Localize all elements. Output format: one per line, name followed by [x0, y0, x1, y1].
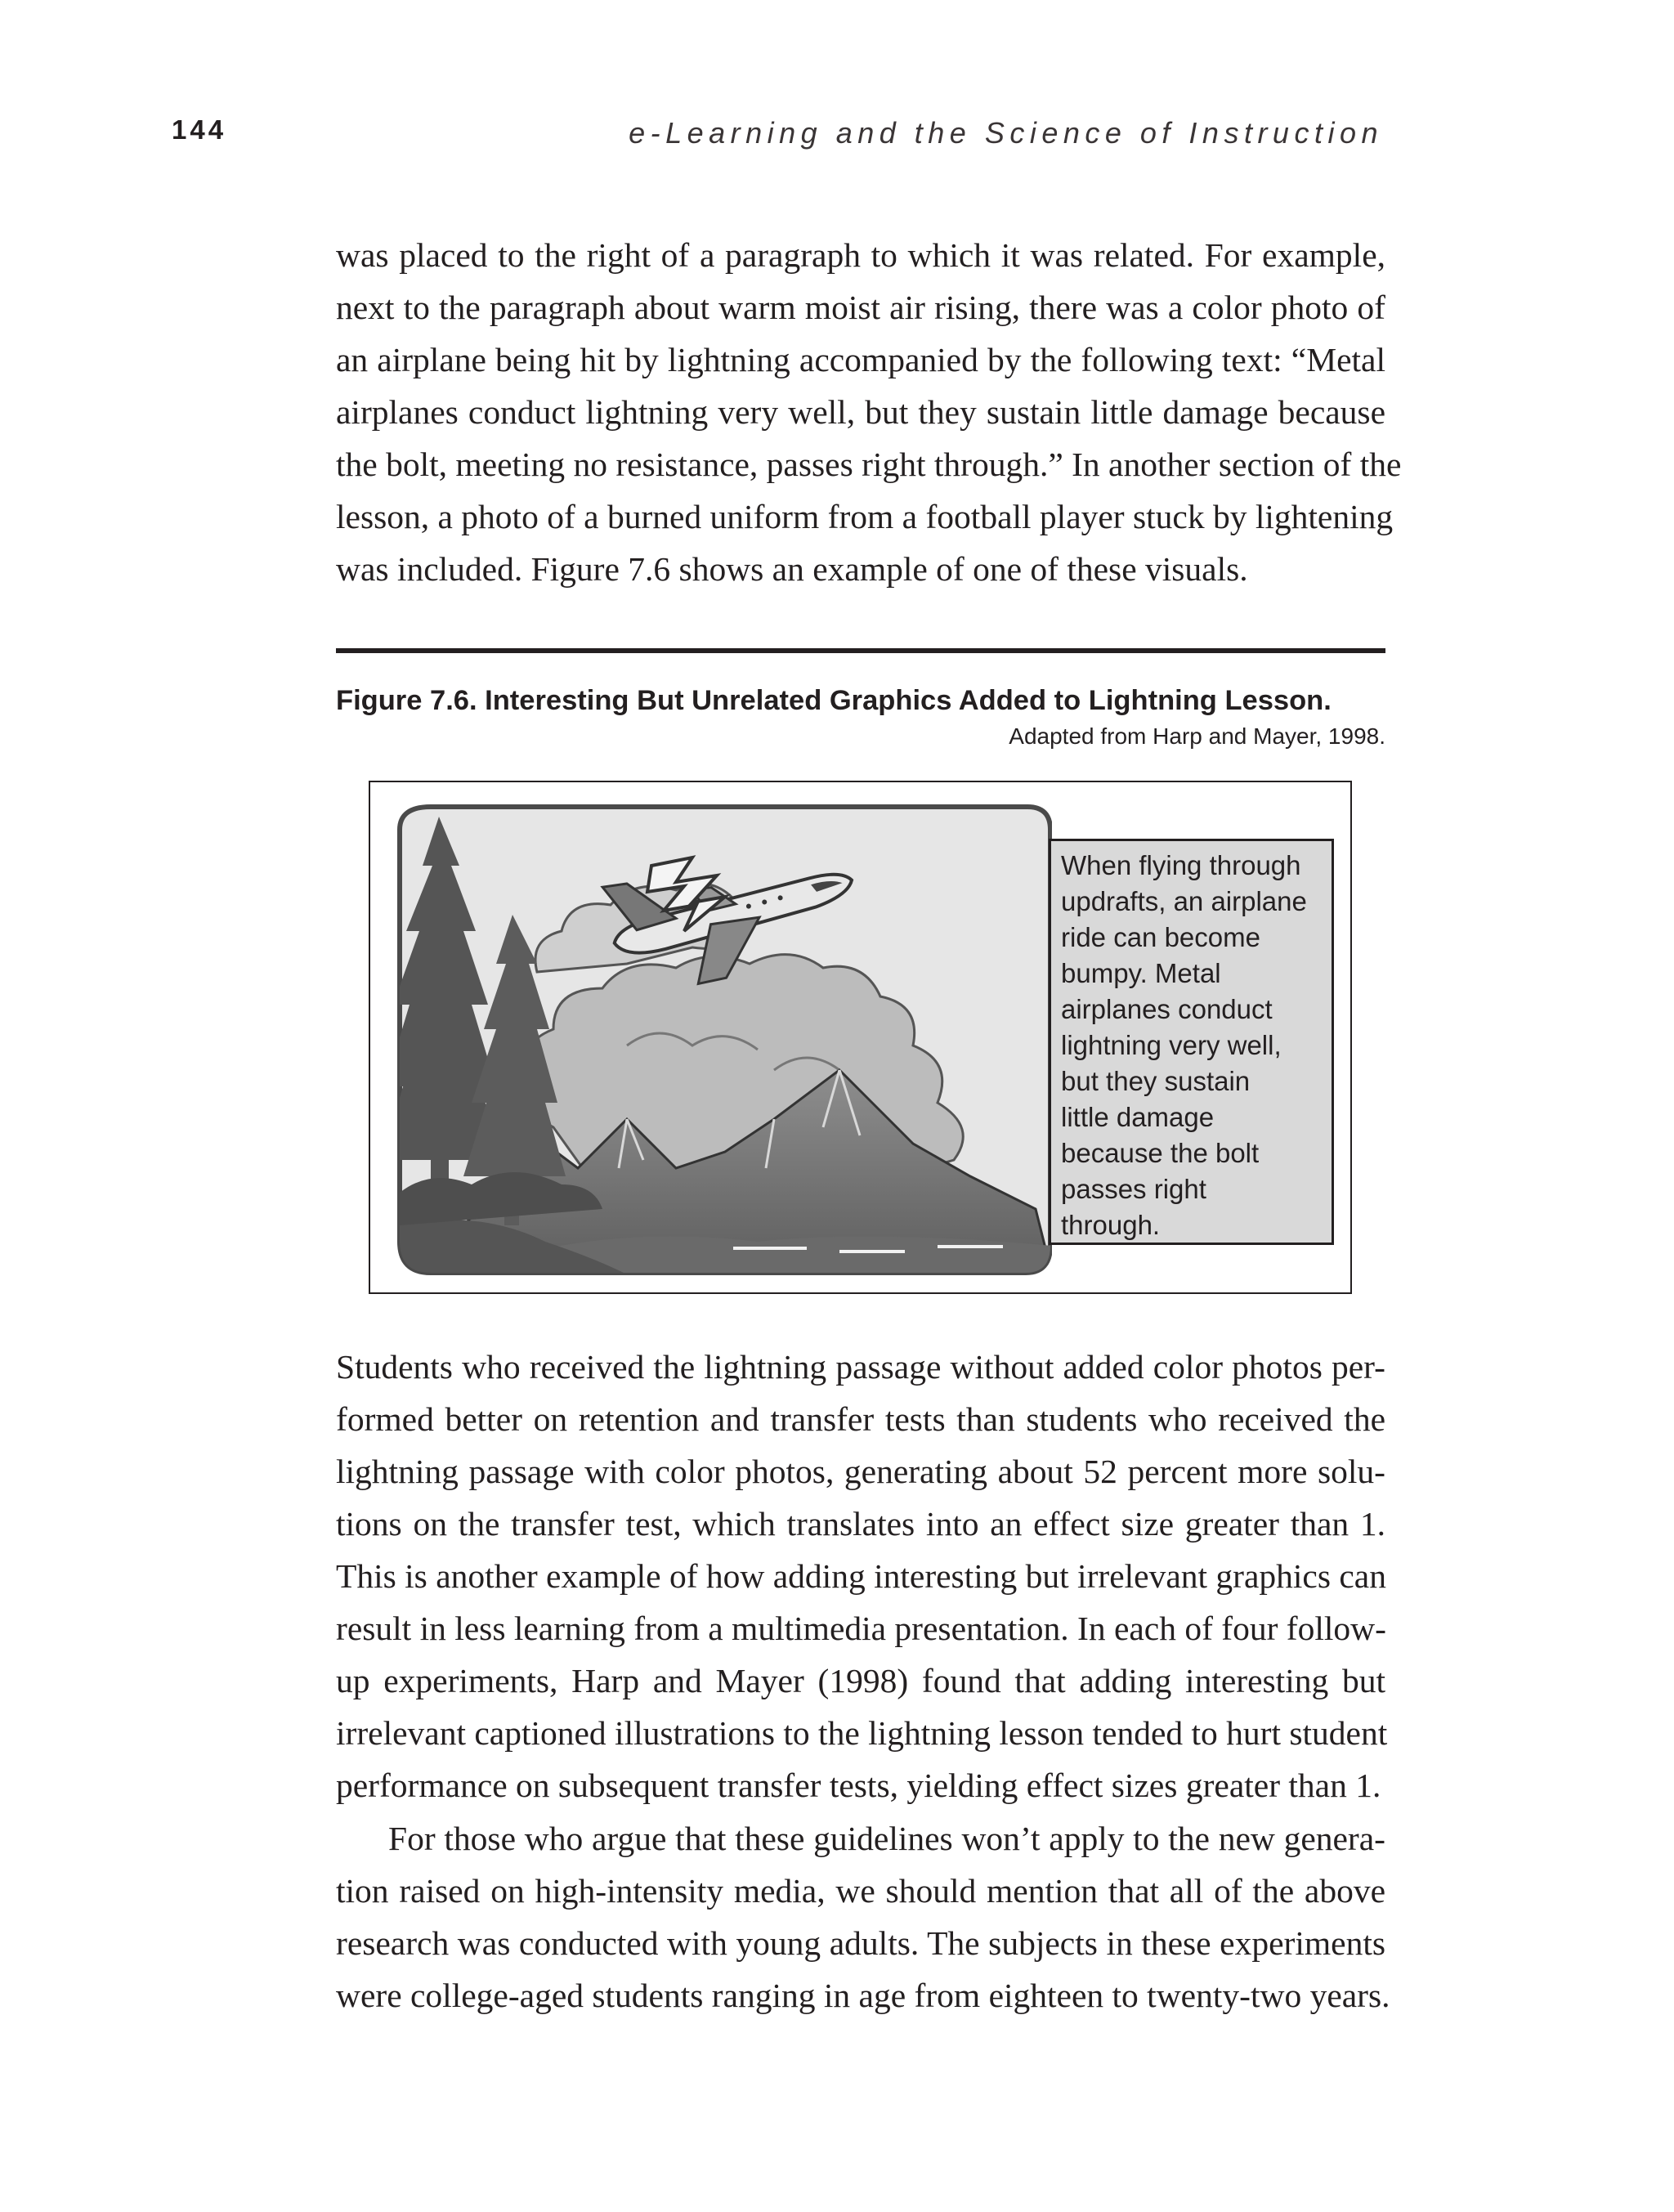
- page-number: 144: [172, 114, 227, 145]
- paragraph-2: [336, 1341, 1388, 1811]
- callout-line: lightning very well,: [1061, 1030, 1282, 1060]
- paragraph-line: research was conducted with young adults. The subjects in these experiments: [336, 1924, 1385, 1962]
- callout-line: passes right: [1061, 1174, 1206, 1204]
- paragraph-line: performance on subsequent transfer tests, yielding effect sizes greater than 1.: [336, 1766, 1381, 1804]
- callout-line: little damage: [1061, 1102, 1215, 1132]
- paragraph-line: was placed to the right of a paragraph to which it was related. For example,: [336, 236, 1385, 274]
- figure-credit: Adapted from Harp and Mayer, 1998.: [1009, 723, 1385, 749]
- callout-line: because the bolt: [1061, 1138, 1260, 1168]
- paragraph-line: This is another example of how adding interesting but irrelevant graphics can: [336, 1557, 1386, 1595]
- callout-line: bumpy. Metal: [1061, 958, 1221, 988]
- figure-caption: Figure 7.6. Interesting But Unrelated Graphics Added to Lightning Lesson.: [336, 685, 1332, 716]
- figure-frame: [369, 781, 1352, 1294]
- running-head: e-Learning and the Science of Instruction: [629, 116, 1383, 150]
- paragraph-line: was included. Figure 7.6 shows an example of one of these visuals.: [336, 550, 1248, 588]
- figure-top-rule: [336, 648, 1385, 653]
- paragraph-line: lightning passage with color photos, generating about 52 percent more solu-: [336, 1453, 1385, 1490]
- paragraph-line: the bolt, meeting no resistance, passes right through.” In another section of the: [336, 446, 1402, 483]
- lightning-airplane-illustration: [382, 800, 1052, 1283]
- paragraph-line: For those who argue that these guidelines won’t apply to the new genera-: [388, 1820, 1385, 1857]
- paragraph-line: up experiments, Harp and Mayer (1998) found that adding interesting but: [336, 1662, 1385, 1699]
- paragraph-1: [336, 229, 1402, 595]
- callout-box: [1049, 839, 1334, 1245]
- callout-line: updrafts, an airplane: [1061, 886, 1307, 916]
- paragraph-line: were college-aged students ranging in age from eighteen to twenty-two years.: [336, 1977, 1390, 2014]
- paragraph-line: result in less learning from a multimedia presentation. In each of four follow-: [336, 1610, 1386, 1647]
- callout-line: When flying through: [1061, 850, 1301, 880]
- callout-line: through.: [1061, 1210, 1161, 1240]
- paragraph-line: airplanes conduct lightning very well, but they sustain little damage because: [336, 393, 1385, 431]
- paragraph-line: tion raised on high-intensity media, we should mention that all of the above: [336, 1872, 1385, 1910]
- paragraph-line: formed better on retention and transfer tests than students who received the: [336, 1400, 1385, 1438]
- paragraph-line: an airplane being hit by lightning accompanied by the following text: “Metal: [336, 341, 1385, 378]
- callout-line: ride can become: [1061, 922, 1260, 952]
- paragraph-line: tions on the transfer test, which translates into an effect size greater than 1.: [336, 1505, 1385, 1543]
- paragraph-line: next to the paragraph about warm moist air rising, there was a color photo of: [336, 289, 1385, 326]
- callout-line: airplanes conduct: [1061, 994, 1273, 1024]
- paragraph-line: Students who received the lightning passage without added color photos per-: [336, 1348, 1385, 1386]
- callout-line: but they sustain: [1061, 1066, 1251, 1096]
- paragraph-line: lesson, a photo of a burned uniform from a football player stuck by lightening: [336, 498, 1394, 535]
- paragraph-line: irrelevant captioned illustrations to the lightning lesson tended to hurt student: [336, 1714, 1388, 1752]
- paragraph-3: [336, 1812, 1390, 2022]
